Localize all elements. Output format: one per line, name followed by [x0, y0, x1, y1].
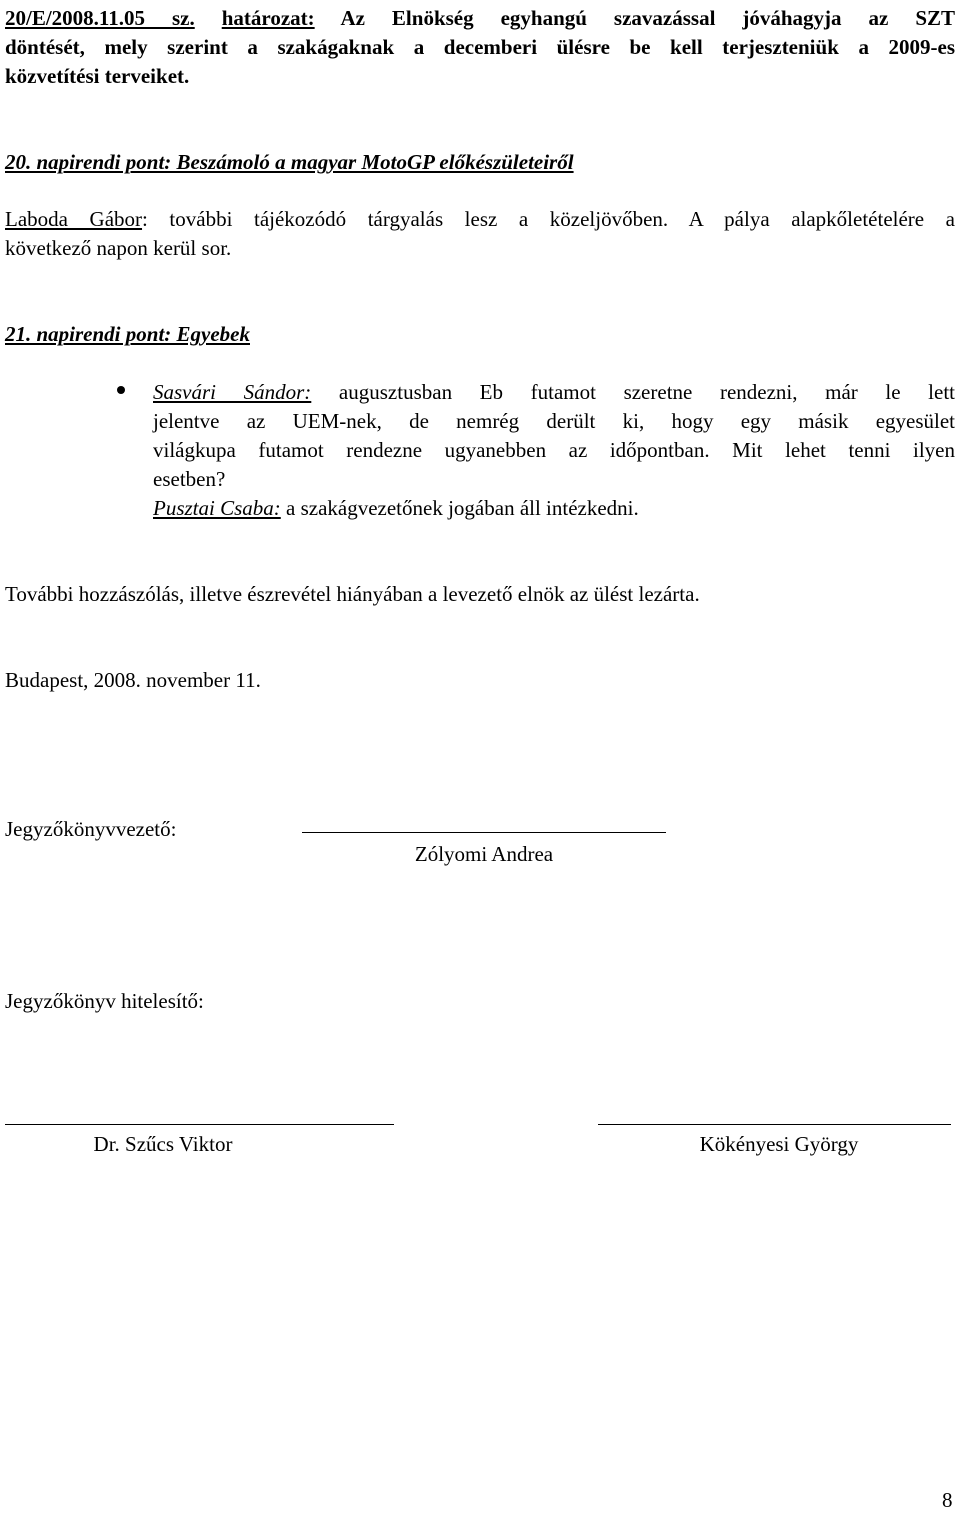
- item-21-reply-text: a szakágvezetőnek jogában áll intézkedni.: [286, 496, 639, 520]
- certifier-2-name: Kökényesi György: [699, 1132, 859, 1156]
- resolution-label: határozat:: [221, 6, 315, 30]
- resolution-text-start: Az Elnökség egyhangú szavazással jóváhagyja az SZT: [340, 6, 956, 30]
- resolution-line-3: közvetítési terveiket.: [5, 64, 190, 88]
- item-21-text-line-2: jelentve az UEM-nek, de nemrég derült ki, hogy egy másik egyesület: [153, 409, 955, 433]
- resolution-number: 20/E/2008.11.05 sz.: [5, 6, 195, 30]
- item-21-text-line-4: esetben?: [153, 467, 226, 491]
- item-20-text-line-1: [5, 205, 955, 234]
- item-21-text-1-start: augusztusban Eb futamot szeretne rendezni, már le lett: [338, 380, 955, 404]
- item-20-text-start: : további tájékozódó tárgyalás lesz a közeljövőben. A pálya alapkőletételére a: [142, 207, 956, 231]
- item-20-speaker: Laboda Gábor: [5, 207, 143, 231]
- certifier-1-name: Dr. Szűcs Viktor: [93, 1132, 233, 1156]
- page-number: 8: [942, 1488, 953, 1512]
- item-21-speaker-2: Pusztai Csaba:: [153, 496, 281, 520]
- recorder-label: Jegyzőkönyvvezető:: [5, 817, 177, 841]
- certifier-label: Jegyzőkönyv hitelesítő:: [5, 989, 204, 1013]
- bullet-icon: [117, 386, 125, 394]
- certifier-2-signature-line: [598, 1124, 951, 1125]
- item-21-speaker-1: Sasvári Sándor:: [153, 380, 312, 404]
- item-21-text-line-3: világkupa futamot rendezne ugyanebben az időpontban. Mit lehet tenni ilyen: [153, 438, 955, 462]
- item-20-heading: 20. napirendi pont: Beszámoló a magyar MotoGP előkészületeiről: [5, 150, 574, 174]
- item-21-heading: 21. napirendi pont: Egyebek: [5, 322, 250, 346]
- certifier-1-signature-line: [5, 1124, 394, 1125]
- resolution-line-2: döntését, mely szerint a szakágaknak a decemberi ülésre be kell terjeszteniük a 2009-es: [5, 35, 955, 59]
- recorder-signature-line: [302, 832, 666, 833]
- item-20-text-line-2: következő napon kerül sor.: [5, 236, 232, 260]
- item-21-reply: [153, 494, 639, 523]
- resolution-line-1: [5, 4, 955, 33]
- place-date: Budapest, 2008. november 11.: [5, 668, 261, 692]
- recorder-name: Zólyomi Andrea: [414, 842, 554, 866]
- item-21-text-line-1: [153, 378, 955, 407]
- closing-text: További hozzászólás, illetve észrevétel hiányában a levezető elnök az ülést lezárta.: [5, 582, 700, 606]
